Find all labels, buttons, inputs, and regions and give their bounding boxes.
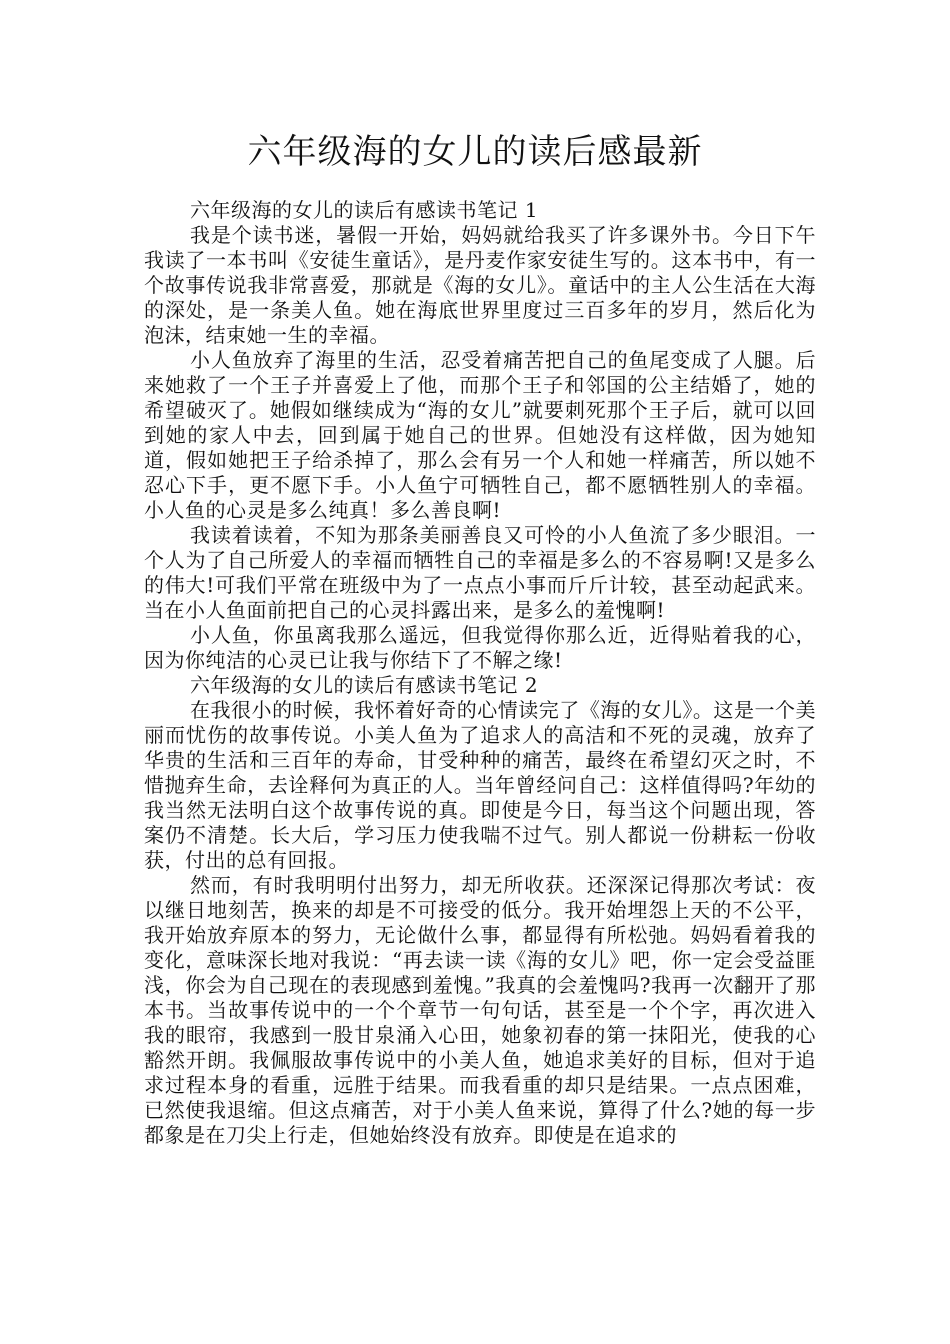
paragraph: 小人鱼放弃了海里的生活，忍受着痛苦把自己的鱼尾变成了人腿。后来她救了一个王子并喜爱上了他，而那个王子和邻国的公主结婚了，她的希望破灭了。她假如继续成为“海的女儿”就要刺死那个王子后，就可以回到她的家人中去，回到属于她自己的世界。但她没有这样做，因为她知道，假如她把王子给杀掉了，那么会有另一个人和她一样痛苦，所以她不忍心下手，更不愿下手。小人鱼宁可牺牲自己，都不愿牺牲别人的幸福。小人鱼的心灵是多么纯真！多么善良啊! [144,348,816,522]
paragraph: 小人鱼，你虽离我那么遥远，但我觉得你那么近，近得贴着我的心，因为你纯洁的心灵已让我与你结下了不解之缘! [144,623,816,672]
paragraph: 我是个读书迷，暑假一开始，妈妈就给我买了许多课外书。今日下午我读了一本书叫《安徒生童话》，是丹麦作家安徒生写的。这本书中，有一个故事传说我非常喜爱，那就是《海的女儿》。童话中的主人公生活在大海的深处，是一条美人鱼。她在海底世界里度过三百多年的岁月，然后化为泡沫，结束她一生的幸福。 [144,223,816,347]
section-heading-2: 六年级海的女儿的读后有感读书笔记 2 [190,673,539,697]
document-title: 六年级海的女儿的读后感最新 [247,132,703,172]
section-heading-1: 六年级海的女儿的读后有感读书笔记 1 [190,198,539,222]
paragraph: 我读着读着，不知为那条美丽善良又可怜的小人鱼流了多少眼泪。一个人为了自己所爱人的幸福而牺牲自己的幸福是多么的不容易啊!又是多么的伟大!可我们平常在班级中为了一点点小事而斤斤计较，甚至动起武来。当在小人鱼面前把自己的心灵抖露出来，是多么的羞愧啊! [144,523,816,622]
paragraph: 在我很小的时候，我怀着好奇的心情读完了《海的女儿》。这是一个美丽而忧伤的故事传说。小美人鱼为了追求人的高洁和不死的灵魂，放弃了华贵的生活和三百年的寿命，甘受种种的痛苦，最终在希望幻灭之时，不惜抛弃生命，去诠释何为真正的人。当年曾经问自己：这样值得吗?年幼的我当然无法明白这个故事传说的真。即使是今日，每当这个问题出现，答案仍不清楚。长大后，学习压力使我喘不过气。别人都说一份耕耘一份收获，付出的总有回报。 [144,698,816,872]
paragraph: 然而，有时我明明付出努力，却无所收获。还深深记得那次考试：夜以继日地刻苦，换来的却是不可接受的低分。我开始埋怨上天的不公平，我开始放弃原本的努力，无论做什么事，都显得有所松弛。妈妈看着我的变化，意味深长地对我说：“再去读一读《海的女儿》吧，你一定会受益匪浅，你会为自己现在的表现感到羞愧。”我真的会羞愧吗?我再一次翻开了那本书。当故事传说中的一个个章节一句句话，甚至是一个个字，再次进入我的眼帘，我感到一股甘泉涌入心田，她象初春的第一抹阳光，使我的心豁然开朗。我佩服故事传说中的小美人鱼，她追求美好的目标，但对于追求过程本身的看重，远胜于结果。而我看重的却只是结果。一点点困难，已然使我退缩。但这点痛苦，对于小美人鱼来说，算得了什么?她的每一步都象是在刀尖上行走，但她始终没有放弃。即使是在追求的 [144,873,816,1147]
document-body [144,198,816,1148]
